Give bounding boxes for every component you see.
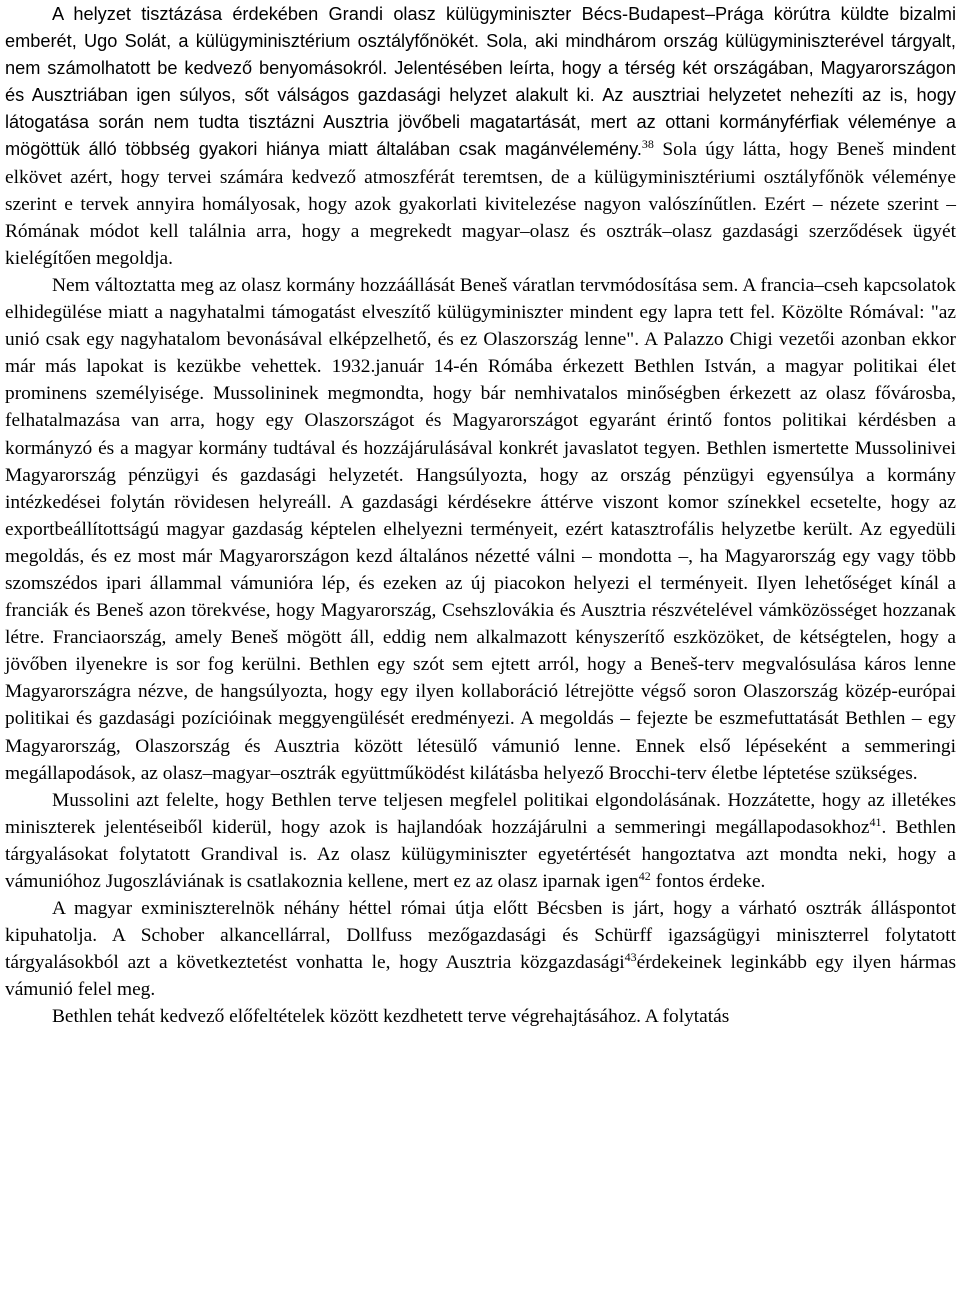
paragraph-2 [5, 272, 956, 787]
paragraph-5 [5, 1003, 956, 1030]
paragraph-1-text-b: Sola úgy látta, hogy Beneš mindent elkövet azért, hogy tervei számára kedvező atmoszférát teremtsen, de a külügyminisztériumi osztályfőnök véleménye szerint e tervek annyira homályosak, hogy azok gyakorlati kivitelezése nagyon valószínűtlen. Ezért – nézete szerint – Rómának módot kell találnia arra, hogy a megrekedt magyar–olasz és osztrák–olasz gazdasági szerződések ügyét kielégítően megoldja. [5, 139, 956, 269]
paragraph-3 [5, 787, 956, 895]
paragraph-3-text-c: fontos érdeke. [650, 871, 766, 892]
paragraph-5-text: Bethlen tehát kedvező előfeltételek között kezdhetett terve végrehajtásához. A folytatás [52, 1006, 730, 1028]
paragraph-4 [5, 895, 956, 1003]
paragraph-3-text-a: Mussolini azt felelte, hogy Bethlen terve teljesen megfelel politikai elgondolásának. Hozzátette, hogy az illetékes miniszterek jelentéseiből kiderül, hogy azok is hajlandóak hozzájárulni a semmeringi megállapodasokhoz [5, 789, 956, 838]
paragraph-1-text-a: A helyzet tisztázása érdekében Grandi olasz külügyminiszter Bécs-Budapest–Prága körútra küldte bizalmi emberét, Ugo Solát, a külügyminisztérium osztályfőnökét. Sola, aki mindhárom ország külügyminiszterével tárgyalt, nem számolhatott be kedvező benyomásokról. Jelentésében leírta, hogy a térség két országában, Magyarországon és Ausztriában igen súlyos, sőt válságos gazdasági helyzet alakult ki. Az ausztriai helyzetet nehezíti az is, hogy látogatása során nem tudta tisztázni Ausztria jövőbeli magatartását, mert az ottani kormányférfiak véleménye a mögöttük álló többség gyakori hiánya miatt általában csak magánvélemény. [5, 4, 956, 160]
footnote-ref-42: 42 [638, 869, 651, 883]
paragraph-4-text-a: A magyar exminiszterelnök néhány héttel római útja előtt Bécsben is járt, hogy a várható osztrák álláspontot kipuhatolja. A Schober alkancellárral, Dollfuss mezőgazdasági és Schürff igazságügyi miniszterrel folytatott tárgyalásokból azt a következtetést vonhatta le, hogy Ausztria közgazdasági [5, 898, 956, 974]
paragraph-3-text-b: . Bethlen tárgyalásokat folytatott Grandival is. Az olasz külügyminiszter egyetértését hangoztatva azt mondta neki, hogy a vámunióhoz Jugoszláviának is csatlakoznia kellene, mert ez az olasz iparnak igen [5, 816, 956, 892]
paragraph-2-text: Nem változtatta meg az olasz kormány hozzáállását Beneš váratlan tervmódosítása sem. A francia–cseh kapcsolatok elhidegülése miatt a nagyhatalmi támogatást elveszítő külügyminiszter mindent egy lapra tett fel. Közölte Rómával: "az unió csak egy nagyhatalom bevonásával elképzelhető, és ez Olaszország lenne". A Palazzo Chigi vezetői azonban ekkor már más lapokat is kezükbe vehettek. 1932.január 14-én Rómába érkezett Bethlen István, a magyar politikai élet prominens személyisége. Mussolininek megmondta, hogy bár nemhivatalos minőségben érkezett az olasz fővárosba, felhatalmazása van arra, hogy egy Olaszországot és Magyarországot egyaránt érintő fontos politikai kérdésben a kormányzó és a magyar kormány tudtával és hozzájárulásával konkrét javaslatot tegyen. Bethlen ismertette Mussolinivei Magyarország pénzügyi és gazdasági helyzetét. Hangsúlyozta, hogy az ország pénzügyi egyensúlya a kormány intézkedései folytán rövidesen helyreáll. A gazdasági kérdésekre áttérve viszont komor színekkel ecsetelte, hogy az exportbeállítottságú magyar gazdaság képtelen elhelyezni terményeit, ezért katasztrofális helyzetbe került. Az egyedüli megoldás, és ez most már Magyarországon kezd általános nézetté válni – mondotta –, ha Magyarország egy vagy több szomszédos ipari állammal vámunióra lép, és ezeken az új piacokon helyezi el terményeit. Ilyen lehetőséget kínál a franciák és Beneš azon törekvése, hogy Magyarország, Csehszlovákia és Ausztria részvételével vámközösséget hozzanak létre. Franciaország, amely Beneš mögött áll, eddig nem alkalmazott kényszerítő eszközöket, de kétségtelen, hogy a jövőben ilyenekre is sor fog kerülni. Bethlen egy szót sem ejtett arról, hogy a Beneš-terv megvalósulása káros lenne Magyarországra nézve, de hangsúlyozta, hogy egy ilyen kollaboráció létrejötte végső soron Olaszország közép-európai politikai és gazdasági pozícióinak meggyengülését eredményezi. A megoldás – fejezte be eszmefuttatását Bethlen – egy Magyarország, Olaszország és Ausztria között létesülő vámunió lenne. Ennek első lépéseként a semmeringi megállapodások, az olasz–magyar–osztrák együttműködést kilátásba helyező Brocchi-terv életbe léptetése szükséges. [5, 274, 956, 784]
footnote-ref-38: 38 [641, 137, 654, 152]
footnote-ref-43: 43 [624, 950, 637, 965]
footnote-ref-41: 41 [869, 814, 882, 829]
paragraph-1 [5, 1, 956, 272]
paragraph-4-text-b: érdekeinek leginkább egy ilyen hármas vámunió felel meg. [5, 952, 956, 1001]
